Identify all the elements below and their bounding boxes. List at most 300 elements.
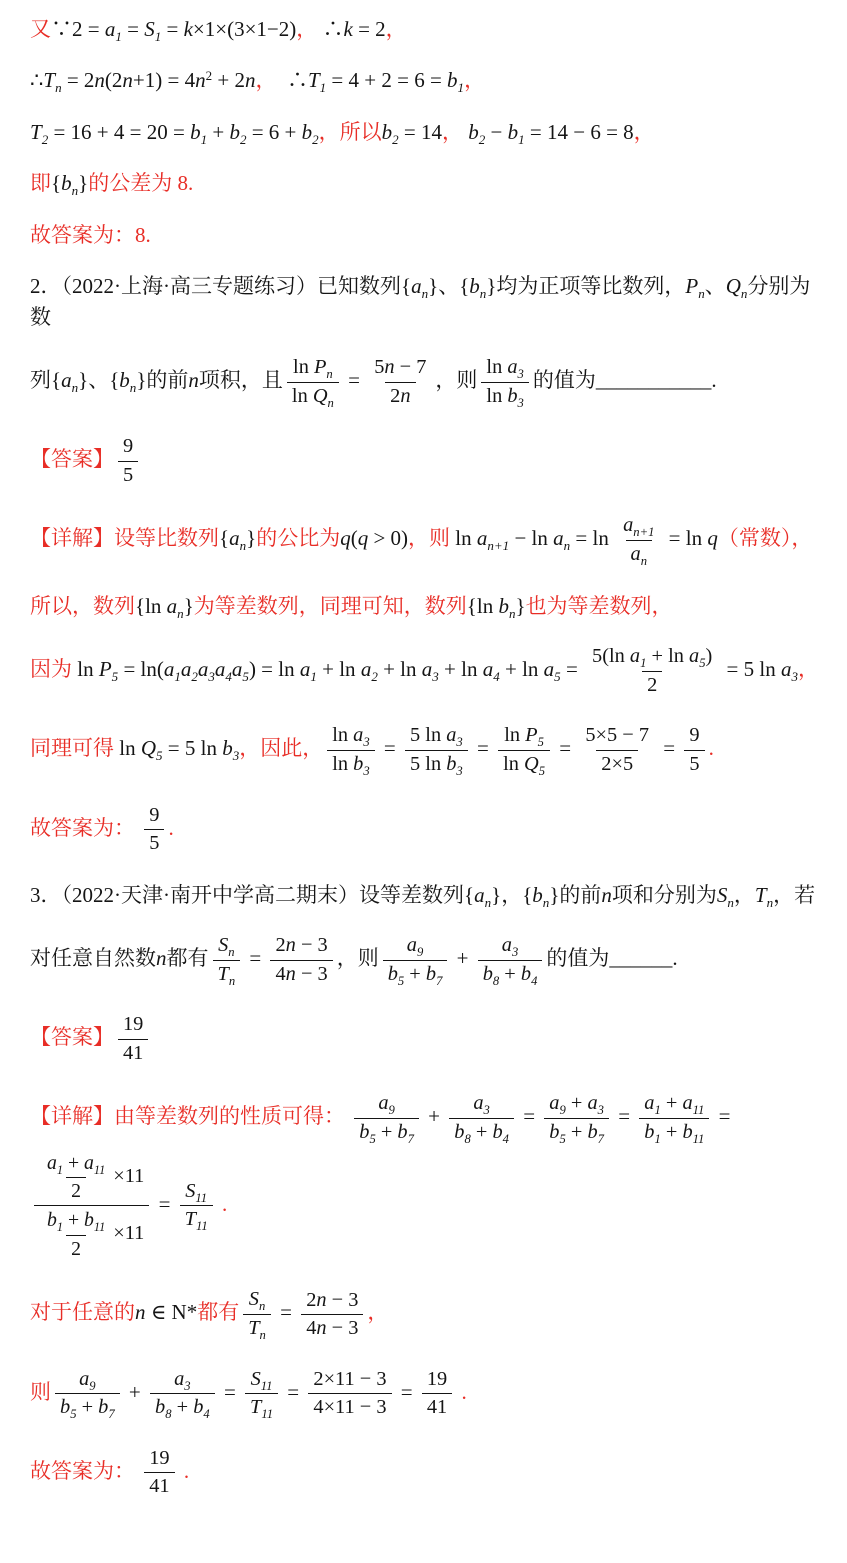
math-variable: a	[84, 1151, 94, 1174]
text-run: 故答案为：8.	[30, 222, 151, 247]
subscript: n	[542, 894, 550, 910]
text-run: )	[705, 645, 713, 668]
math-variable: b	[155, 1396, 166, 1419]
text-run: =	[153, 1191, 176, 1216]
math-variable: a	[421, 657, 433, 681]
fraction-numerator	[369, 355, 431, 381]
fraction-denominator	[118, 461, 138, 488]
math-subscript-term	[193, 1396, 210, 1422]
text-run: + 2	[212, 68, 245, 93]
math-variable: b	[425, 962, 437, 985]
subscript: 1	[200, 132, 208, 148]
fraction-denominator	[498, 750, 550, 778]
problem3-final-answer	[30, 1444, 819, 1502]
math-subscript-term	[549, 1092, 566, 1118]
subscript: 9	[89, 1378, 96, 1393]
math-fraction	[618, 513, 659, 567]
text-run: − 3	[295, 962, 328, 985]
math-variable: n	[244, 68, 256, 93]
math-subscript-term	[84, 1151, 106, 1177]
math-variable: P	[98, 657, 112, 681]
problem3-line2	[30, 931, 819, 989]
math-variable: b	[492, 1120, 503, 1143]
subscript: 3	[483, 1103, 490, 1118]
text-run: =	[658, 736, 681, 761]
text-run: .	[708, 736, 714, 761]
text-run: 所以	[339, 119, 382, 144]
math-variable: b	[507, 119, 519, 144]
text-run: ∵2 =	[51, 17, 105, 41]
math-subscript-term	[685, 274, 705, 302]
math-variable: b	[387, 962, 398, 985]
text-run: 【答案】	[30, 1025, 114, 1050]
text-run: =	[560, 657, 584, 681]
subscript: 5	[554, 669, 561, 685]
math-variable: n	[195, 68, 206, 93]
text-run: = 16 + 4 = 20 =	[48, 119, 191, 144]
text-run: =	[342, 368, 366, 393]
text-run: (2	[104, 68, 123, 93]
text-run: ×1×(3×1−2)	[192, 17, 297, 41]
math-fraction	[243, 1287, 271, 1341]
subscript: 2	[392, 132, 399, 148]
math-subscript-term	[248, 1288, 266, 1314]
text-run: + ln	[316, 657, 361, 681]
text-run: 则	[30, 1379, 51, 1404]
fraction-denominator	[270, 960, 332, 987]
math-fraction	[587, 644, 717, 698]
math-variable: a	[406, 933, 417, 956]
text-run: 则	[429, 526, 451, 551]
subscript: n	[239, 538, 247, 554]
text-run: 的前	[146, 368, 189, 393]
text-run: 【详解】设等比数列	[30, 526, 219, 551]
math-variable: Q	[312, 384, 328, 407]
math-subscript-term	[482, 962, 500, 988]
text-run: 2	[390, 384, 401, 407]
math-fraction	[498, 723, 550, 777]
math-variable: b	[532, 882, 543, 907]
text-run: ，	[255, 68, 277, 93]
math-fraction	[270, 933, 332, 987]
fraction-numerator	[422, 1367, 452, 1393]
math-subscript-term	[163, 657, 181, 685]
text-run: {	[522, 882, 533, 907]
text-run: }	[491, 882, 502, 907]
math-variable: T	[307, 68, 320, 93]
fraction-denominator	[150, 1393, 215, 1421]
fraction-denominator	[449, 1118, 514, 1146]
text-run: = 2	[352, 17, 386, 41]
math-variable: b	[47, 1209, 57, 1232]
math-variable: a	[630, 543, 641, 566]
text-run: }	[515, 593, 526, 618]
text-run: {	[219, 526, 230, 551]
math-variable: b	[193, 1396, 204, 1419]
math-variable: T	[30, 119, 42, 144]
subscript: n	[727, 894, 734, 910]
math-variable: b	[84, 1209, 94, 1232]
math-subscript-term	[553, 526, 571, 554]
math-variable: a	[353, 724, 364, 747]
solution1-line4	[30, 168, 819, 198]
text-run: 5	[374, 356, 385, 379]
subscript: 1	[640, 656, 647, 671]
fraction-denominator	[383, 960, 448, 988]
problem2-detail4	[30, 721, 819, 779]
math-subscript-term	[79, 1367, 96, 1393]
problem2-answer	[30, 432, 819, 490]
fraction-denominator	[422, 1393, 452, 1420]
text-run: +	[451, 945, 474, 970]
math-variable: b	[644, 1120, 655, 1143]
text-run: .	[456, 1379, 467, 1404]
text-run	[345, 1104, 350, 1128]
text-run: ×11	[113, 1222, 145, 1245]
math-variable: a	[476, 526, 488, 551]
math-fraction	[481, 355, 528, 409]
math-variable: b	[222, 736, 233, 761]
subscript: 4	[531, 973, 538, 988]
math-variable: T	[217, 962, 229, 985]
text-run: 2	[647, 673, 658, 696]
subscript: 1	[518, 132, 525, 148]
subscript: 4	[493, 669, 500, 685]
text-run: 、	[88, 368, 110, 393]
math-variable: b	[682, 1120, 693, 1143]
text-run: ∴	[317, 17, 344, 41]
math-subscript-term	[411, 274, 429, 302]
text-run: +	[565, 1120, 588, 1143]
text-run: 5×5 − 7	[585, 724, 650, 747]
math-variable: S	[218, 933, 229, 956]
fraction-denominator	[596, 750, 638, 777]
text-run: {	[464, 882, 475, 907]
text-run: ______.	[609, 945, 678, 970]
math-subscript-term	[682, 1120, 705, 1146]
subscript: n	[421, 286, 429, 302]
math-subscript-term	[524, 752, 546, 778]
math-variable: a	[229, 526, 240, 551]
subscript: 9	[559, 1103, 566, 1118]
math-subscript-term	[61, 368, 79, 396]
math-fraction	[42, 1208, 110, 1261]
fraction-denominator	[245, 1393, 278, 1421]
subscript: 5	[111, 669, 119, 685]
math-variable: T	[248, 1316, 260, 1339]
subscript: 8	[165, 1407, 172, 1422]
subscript: 1	[654, 1103, 661, 1118]
text-run: 9	[689, 724, 700, 747]
text-run: +	[76, 1396, 99, 1419]
text-run: }	[78, 368, 89, 393]
math-variable: a	[682, 1092, 693, 1115]
math-variable: a	[689, 645, 700, 668]
fraction-numerator	[180, 1179, 212, 1206]
math-subscript-term	[381, 119, 399, 148]
text-run: = 14 − 6 = 8	[524, 119, 634, 144]
math-variable: a	[61, 368, 72, 393]
problem2-final-answer	[30, 801, 819, 859]
text-run: + ln	[646, 645, 690, 668]
math-subscript-term	[47, 1151, 63, 1177]
text-run: +	[660, 1092, 683, 1115]
math-variable: a	[644, 1092, 655, 1115]
text-run: }	[78, 171, 89, 196]
math-variable: a	[507, 356, 518, 379]
subscript: 1	[154, 29, 162, 45]
text-run: {	[109, 368, 120, 393]
math-fraction	[684, 723, 704, 777]
math-subscript-term	[587, 1092, 604, 1118]
subscript: n	[259, 1328, 266, 1343]
text-run: − 3	[326, 1288, 359, 1311]
text-run: = 5 ln	[721, 657, 781, 681]
subscript: 3	[517, 367, 524, 382]
math-subscript-term	[217, 962, 236, 988]
subscript: 2	[239, 132, 247, 148]
math-subscript-term	[447, 68, 465, 96]
text-run: =	[244, 945, 267, 970]
math-subscript-term	[520, 962, 538, 988]
subscript: 5	[699, 656, 706, 671]
subscript: 2	[478, 132, 486, 148]
subscript: 5	[242, 669, 249, 685]
math-subscript-term	[353, 752, 370, 778]
text-run: 4	[275, 962, 286, 985]
math-variable: a	[231, 657, 243, 681]
fraction-denominator	[34, 1205, 149, 1262]
problem3-detail3	[30, 1365, 819, 1423]
text-run: +	[422, 1104, 446, 1129]
fraction-numerator	[246, 1367, 278, 1394]
subscript: n	[484, 894, 492, 910]
math-subscript-term	[469, 274, 487, 302]
text-run: ln	[332, 752, 354, 775]
text-run: ∴	[30, 68, 44, 93]
math-variable: q	[707, 526, 718, 551]
text-run: .	[168, 815, 174, 840]
text-run: .	[178, 1458, 190, 1483]
subscript: 11	[196, 1219, 208, 1234]
fraction-numerator	[468, 1091, 495, 1118]
fraction-denominator	[481, 382, 528, 410]
fraction-numerator	[42, 1208, 110, 1234]
subscript: 7	[436, 973, 443, 988]
problem2-detail3	[30, 642, 819, 700]
text-run: =	[161, 17, 184, 41]
math-variable: b	[520, 962, 532, 985]
text-run: ，则	[435, 368, 478, 393]
text-run: = 6 +	[246, 119, 302, 144]
math-variable: q	[340, 526, 351, 551]
fraction-denominator	[144, 829, 164, 856]
math-variable: S	[144, 17, 155, 41]
text-run: 分别为数	[30, 274, 811, 329]
subscript: 1	[319, 80, 327, 96]
fraction-denominator	[639, 1118, 709, 1146]
fraction-numerator	[373, 1091, 400, 1118]
text-run: 9	[123, 435, 134, 458]
math-subscript-term	[312, 384, 334, 410]
math-subscript-term	[446, 752, 463, 778]
math-variable: a	[549, 1092, 560, 1115]
subscript: 3	[511, 945, 519, 960]
math-subscript-term	[454, 1120, 471, 1146]
math-variable: n	[94, 68, 105, 93]
text-run: 对任意自然数	[30, 945, 156, 970]
subscript: 4	[203, 1407, 210, 1422]
fraction-numerator	[580, 723, 654, 749]
text-run: 2	[275, 934, 286, 957]
math-variable: b	[359, 1120, 370, 1143]
subscript: 11	[195, 1190, 208, 1205]
fraction-denominator	[544, 1118, 609, 1146]
math-subscript-term	[353, 724, 370, 750]
text-run: 、	[438, 274, 460, 299]
subscript: n	[326, 367, 333, 382]
math-subscript-term	[689, 645, 706, 671]
text-run: ，	[367, 1300, 389, 1325]
math-variable: a	[482, 657, 494, 681]
math-subscript-term	[716, 882, 734, 910]
fraction-denominator	[327, 750, 374, 778]
math-variable: b	[119, 368, 130, 393]
subscript: 3	[517, 395, 524, 410]
subscript: n	[327, 395, 334, 410]
text-run: 对于任意的	[30, 1300, 135, 1325]
math-variable: Q	[524, 752, 539, 775]
fraction-denominator	[287, 382, 339, 410]
math-subscript-term	[507, 119, 525, 148]
text-run: }	[136, 368, 147, 393]
math-subscript-term	[501, 933, 519, 960]
subscript: 11	[261, 1407, 274, 1422]
text-run: 也为等差数列，	[525, 593, 673, 618]
text-run: − ln	[509, 526, 554, 551]
math-fraction	[144, 803, 164, 857]
fraction-numerator	[587, 644, 717, 671]
text-run: =	[121, 17, 145, 41]
math-variable: n	[156, 945, 167, 970]
math-subscript-term	[229, 119, 247, 148]
text-run: .	[216, 1191, 228, 1216]
math-subscript-term	[301, 119, 319, 148]
math-subscript-term	[184, 1208, 208, 1234]
text-run: 5	[123, 463, 134, 486]
math-variable: a	[474, 882, 485, 907]
text-run: + ln	[499, 657, 544, 681]
text-run: +	[499, 962, 521, 985]
subscript: n	[479, 286, 487, 302]
text-run: 的值为	[546, 945, 610, 970]
math-subscript-term	[682, 1092, 705, 1118]
math-subscript-term	[98, 657, 119, 685]
solution1-line2	[30, 65, 819, 95]
text-run: ，	[296, 17, 318, 41]
text-run: ___________.	[595, 368, 717, 393]
fraction-denominator	[243, 1314, 271, 1342]
solution1-line1	[30, 14, 819, 44]
text-run: ∴	[276, 68, 308, 93]
math-variable: b	[381, 119, 393, 144]
text-run: ，若	[773, 882, 816, 907]
text-run: 都有	[197, 1300, 240, 1325]
math-subscript-term	[406, 933, 424, 960]
fraction-denominator	[144, 1472, 174, 1499]
text-run: ln	[486, 356, 508, 379]
text-run: =	[274, 1300, 298, 1325]
math-subscript-term	[725, 274, 748, 302]
fraction-numerator	[118, 434, 138, 460]
text-run: 4×11 − 3	[313, 1396, 387, 1419]
math-variable: q	[357, 526, 369, 551]
math-subscript-term	[532, 882, 550, 910]
subscript: n	[508, 605, 516, 621]
text-run: 的公比为	[256, 526, 341, 551]
text-run: （常数），	[717, 526, 813, 551]
math-variable: b	[61, 171, 72, 196]
text-run: ，	[501, 882, 523, 907]
math-variable: a	[473, 1092, 484, 1115]
math-variable: a	[104, 17, 116, 41]
math-variable: b	[353, 752, 364, 775]
math-variable: b	[98, 1396, 109, 1419]
math-subscript-term	[446, 724, 463, 750]
math-variable: T	[754, 882, 767, 907]
text-run: +	[470, 1120, 493, 1143]
math-variable: Q	[725, 274, 741, 299]
math-variable: b	[468, 119, 479, 144]
math-subscript-term	[313, 356, 333, 382]
math-subscript-term	[644, 1120, 661, 1146]
math-variable: S	[250, 1367, 261, 1390]
math-fraction	[580, 723, 654, 777]
fraction-denominator	[66, 1235, 86, 1262]
subscript: 3	[232, 748, 240, 764]
math-variable: a	[446, 724, 457, 747]
subscript: 5	[559, 1131, 566, 1146]
text-run: =	[554, 736, 577, 761]
text-run	[135, 1459, 140, 1483]
subscript: 3	[363, 735, 370, 750]
math-variable: b	[507, 384, 518, 407]
text-run: − 3	[295, 934, 328, 957]
subscript: 5	[397, 973, 405, 988]
subscript: n	[71, 380, 79, 396]
fraction-numerator	[42, 1151, 110, 1177]
text-run: +1) = 4	[132, 68, 196, 93]
text-run: ，	[464, 68, 486, 93]
math-fraction	[354, 1091, 419, 1145]
text-run: ，	[633, 119, 655, 144]
math-variable: b	[454, 1120, 465, 1143]
math-fraction	[118, 1012, 148, 1066]
subscript: n	[740, 286, 748, 302]
math-subscript-term	[421, 657, 439, 685]
subscript: 3	[208, 669, 215, 685]
text-run: > 0)	[368, 526, 409, 551]
text-run: 同理可得	[30, 736, 114, 761]
text-run: − 3	[326, 1316, 359, 1339]
document-body	[30, 14, 819, 1502]
subscript: n	[177, 605, 184, 621]
subscript: 5	[537, 735, 544, 750]
text-run: }	[428, 274, 439, 299]
text-run: }	[246, 526, 257, 551]
text-run: + ln	[377, 657, 422, 681]
subscript: n	[129, 380, 137, 396]
